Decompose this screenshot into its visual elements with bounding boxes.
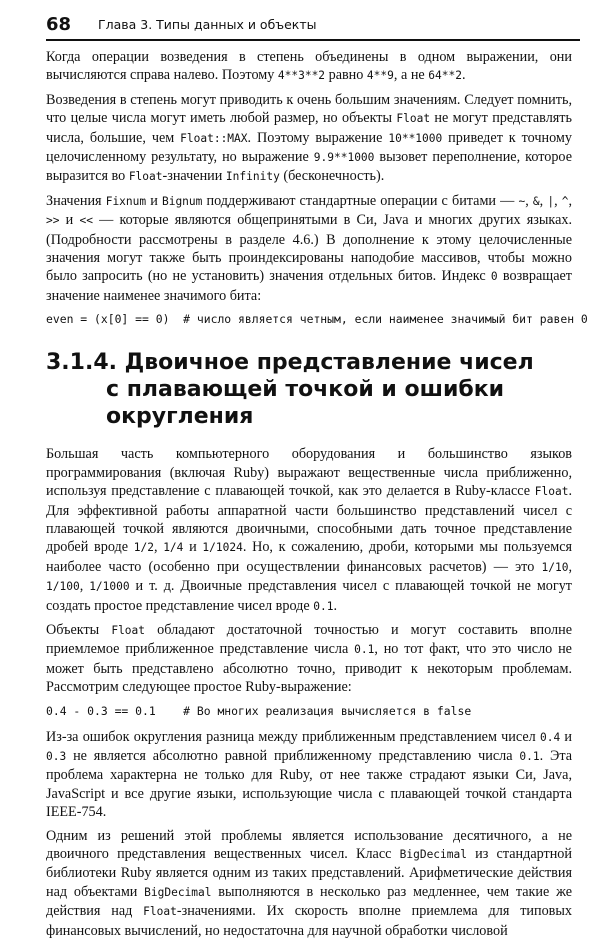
code-snippet-float-compare: 0.4 - 0.3 == 0.1 # Во многих реализация вычисляется в false: [46, 703, 472, 718]
section-heading: [46, 349, 572, 430]
header-rule: [46, 39, 580, 41]
paragraph-4: Большая часть компьютерного оборудования и большинство языков программирования (включая Ruby) выражают вещественные числа приближенно, используя представление с плавающей точкой, как это делается в Ruby-классе Float. Для эффективной работы аппаратной части большинство представлений чисел с плавающей точкой являются двоичными, способными дать точное представление дробей вроде 1/2, 1/4 и 1/1024. Но, к сожалению, дроби, которыми мы пользуемся наиболее часто (особенно при осуществлении финансовых расчетов) — это 1/10, 1/100, 1/1000 и т. д. Двоичные представления чисел с плавающей точкой не могут создать простое представление чисел вроде 0.1.: [46, 446, 573, 614]
paragraph-5: Объекты Float обладают достаточной точностью и могут составить вполне приемлемое приближенное представление числа 0.1, но тот факт, что это число не может быть представлено абсолютно точно, приводит к некоторым проблемам. Рассмотрим следующее простое Ruby-выражение:: [46, 621, 572, 696]
paragraph-7: Одним из решений этой проблемы является использование десятичного, а не двоичного представления вещественных чисел. Класс BigDecimal из стандартной библиотеки Ruby является одним из таких представлений. Арифметические действия над объектами BigDecimal выполняются в несколько раз медленнее, чем такие же действия над Float-значениями. Их скорость вполне приемлема для типовых финансовых вычислений, но недостаточна для научной обработки числовой: [46, 827, 572, 939]
section-heading-line-1: 3.1.4. Двоичное представление чисел: [46, 350, 534, 376]
section-heading-line-2: с плавающей точкой и ошибки округления: [106, 377, 505, 430]
paragraph-1: Когда операции возведения в степень объединены в одном выражении, они вычисляются справа налево. Поэтому 4**3**2 равно 4**9, а не 64**2.: [46, 49, 572, 84]
chapter-title: Глава 3. Типы данных и объекты: [98, 17, 317, 32]
paragraph-6: Из-за ошибок округления разница между приближенным представлением чисел 0.4 и 0.3 не является абсолютно равной приближенному представлению числа 0.1. Эта проблема характерна не только для Ruby, от нее также страдают языки Си, Java, JavaScript и все другие языки, использующие числа с плавающей точкой стандарта IEEE-754.: [46, 728, 572, 821]
code-snippet-bit-index: even = (x[0] == 0) # число является четным, если наименее значимый бит равен 0: [46, 312, 588, 327]
paragraph-2: Возведения в степень могут приводить к очень большим значениям. Следует помнить, что целые числа могут иметь любой размер, но объекты Float не могут представлять числа, большие, чем Float::MAX. Поэтому выражение 10**1000 приведет к точному целочисленному результату, но выражение 9.9**1000 вызовет переполнение, которое выразится во Float-значении Infinity (бесконечность).: [46, 91, 572, 185]
paragraph-3: Значения Fixnum и Bignum поддерживают стандартные операции с битами — ~, &, |, ^, >> и << — которые являются общепринятыми в Си, Java и многих других языках. (Подробности рассмотрены в разделе 4.6.) В дополнение к этому целочисленные значения могут также быть проиндексированы наподобие массивов, чтобы можно было запросить (но не установить) значения отдельных битов. Индекс 0 возвращает значение наименее значимого бита:: [46, 192, 573, 304]
page-body: [46, 48, 588, 945]
page-header: [46, 14, 580, 38]
page-number: 68: [46, 14, 72, 35]
